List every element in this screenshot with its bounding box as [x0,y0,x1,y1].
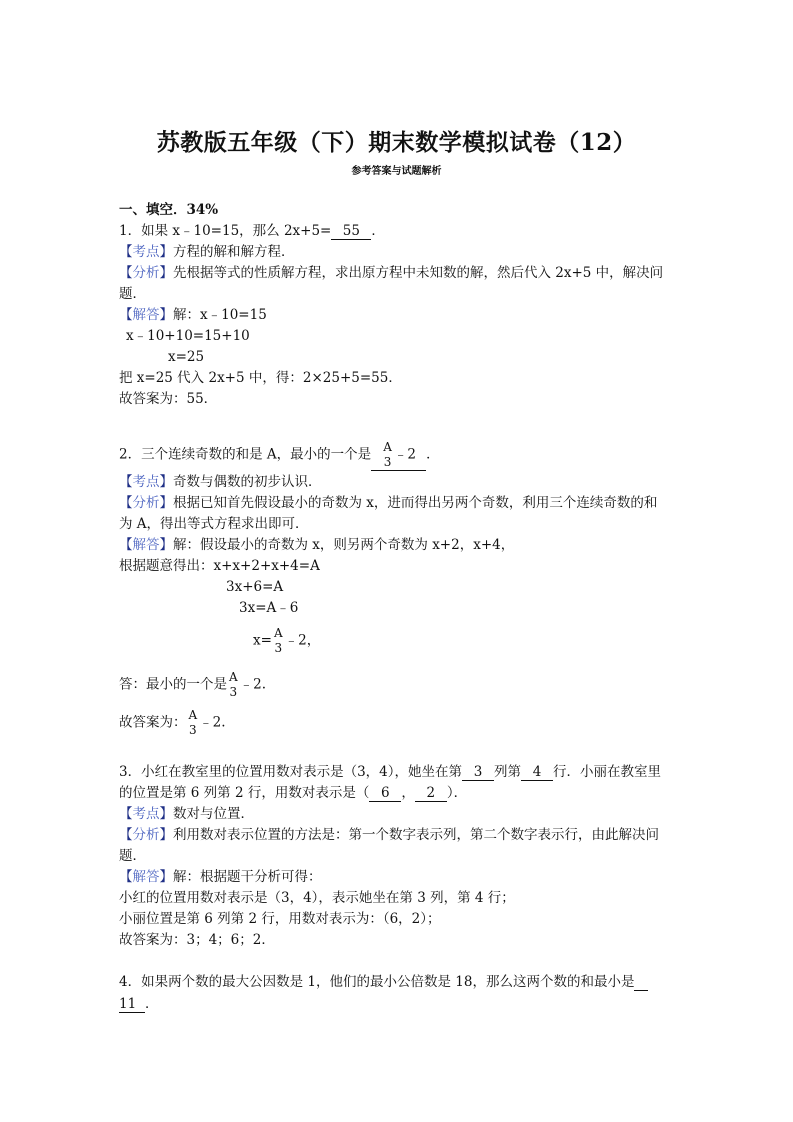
q2-fenxi-cont: 为 A，得出等式方程求出即可． [119,516,309,532]
q1-kaodian-text: 方程的解和解方程． [173,244,295,260]
fraction: A 3 [188,708,198,737]
q2-jieda-text: 解：假设最小的奇数为 x，则另两个奇数为 x+2，x+4， [173,537,515,553]
q2-step2: 3x+6=A [226,579,284,595]
kaodian-tag: 【考点】 [119,474,173,490]
fenxi-tag: 【分析】 [119,265,173,281]
q3-fenxi-text: 利用数对表示位置的方法是：第一个数字表示列，第二个数字表示行，由此解决问 [173,827,659,843]
q2-fenxi [119,493,657,513]
q1-fenxi-cont: 题． [119,286,146,302]
q2-stem-text: 2．三个连续奇数的和是 A，最小的一个是 [119,446,372,463]
q2-fenxi-text: 根据已知首先假设最小的奇数为 x，进而得出另两个奇数，利用三个连续奇数的和 [173,495,658,511]
jieda-tag: 【解答】 [119,869,173,885]
q1-fenxi-text: 先根据等式的性质解方程，求出原方程中未知数的解，然后代入 2x+5 中，解决问 [173,265,664,281]
q3-answer-1: 3 [462,764,494,781]
q2-answer: A 3 ﹣2 [371,440,426,471]
q3-stem-cont: 的位置是第 6 列第 2 行，用数对表示是（ 6 ， 2 ）． [119,785,468,801]
jieda-tag: 【解答】 [119,307,173,323]
q2-answer-line: 答：最小的一个是 A 3 ﹣2. [119,670,267,699]
q4-stem: 4．如果两个数的最大公因数是 1，他们的最小公倍数是 18，那么这两个数的和最小是 [119,972,648,992]
q1-stem-text: 1．如果 x﹣10=15，那么 2x+5= [119,223,332,239]
q2-final: 故答案为： A 3 ﹣2. [119,708,226,737]
q1-jieda [119,305,267,325]
q1-stem [119,221,385,241]
q3-step1: 小红的位置用数对表示是（3，4），表示她坐在第 3 列，第 4 行； [119,890,515,906]
q3-answer-4: 2 [415,785,447,802]
q3-step2: 小丽位置是第 6 列第 2 行，用数对表示为：（6，2）； [119,911,441,927]
q2-kaodian-text: 奇数与偶数的初步认识． [173,474,322,490]
fenxi-tag: 【分析】 [119,495,173,511]
page-title: 苏教版五年级（下）期末数学模拟试卷（12） [156,129,637,156]
q1-step3: 把 x=25 代入 2x+5 中，得：2×25+5=55． [119,370,402,386]
q1-end: ． [371,223,385,239]
kaodian-tag: 【考点】 [119,244,173,260]
q1-answer: 55 [331,223,371,240]
q2-stem [119,440,440,469]
q1-step1: x﹣10+10=15+10 [126,328,250,344]
kaodian-tag: 【考点】 [119,806,173,822]
q1-fenxi [119,263,663,283]
jieda-tag: 【解答】 [119,537,173,553]
fraction: A 3 [273,626,283,655]
q3-kaodian [119,804,254,824]
q3-jieda-text: 解：根据题干分析可得： [173,869,322,885]
q2-jieda [119,535,514,555]
q3-final: 故答案为：3；4；6；2． [119,932,275,948]
q3-kaodian-text: 数对与位置． [173,806,254,822]
q1-kaodian [119,242,295,262]
q2-end: ． [426,446,440,463]
fraction: A 3 [229,670,238,699]
q3-jieda [119,867,322,887]
q4-answer: 11 [119,996,145,1013]
q1-step2: x=25 [168,349,205,365]
q3-fenxi [119,825,659,845]
q3-answer-2: 4 [521,764,553,781]
q1-final: 故答案为：55． [119,391,218,407]
q2-step3: 3x=A﹣6 [239,600,299,616]
q2-step4: x= A 3 ﹣2， [253,626,321,655]
section-heading: 一、填空．34% [119,202,219,218]
q2-step1: 根据题意得出：x+x+2+x+4=A [119,558,320,574]
page-subtitle: 参考答案与试题解析 [351,166,442,177]
fenxi-tag: 【分析】 [119,827,173,843]
q2-kaodian [119,472,322,492]
q4-answer-line: 11 ． [119,996,159,1012]
q3-answer-3: 6 [369,785,401,802]
q3-stem: 3．小红在教室里的位置用数对表示是（3，4），她坐在第 3 列第 4 行．小丽在教室里 [119,764,662,780]
q1-jieda-text: 解：x﹣10=15 [173,307,267,323]
q3-fenxi-cont: 题． [119,848,146,864]
